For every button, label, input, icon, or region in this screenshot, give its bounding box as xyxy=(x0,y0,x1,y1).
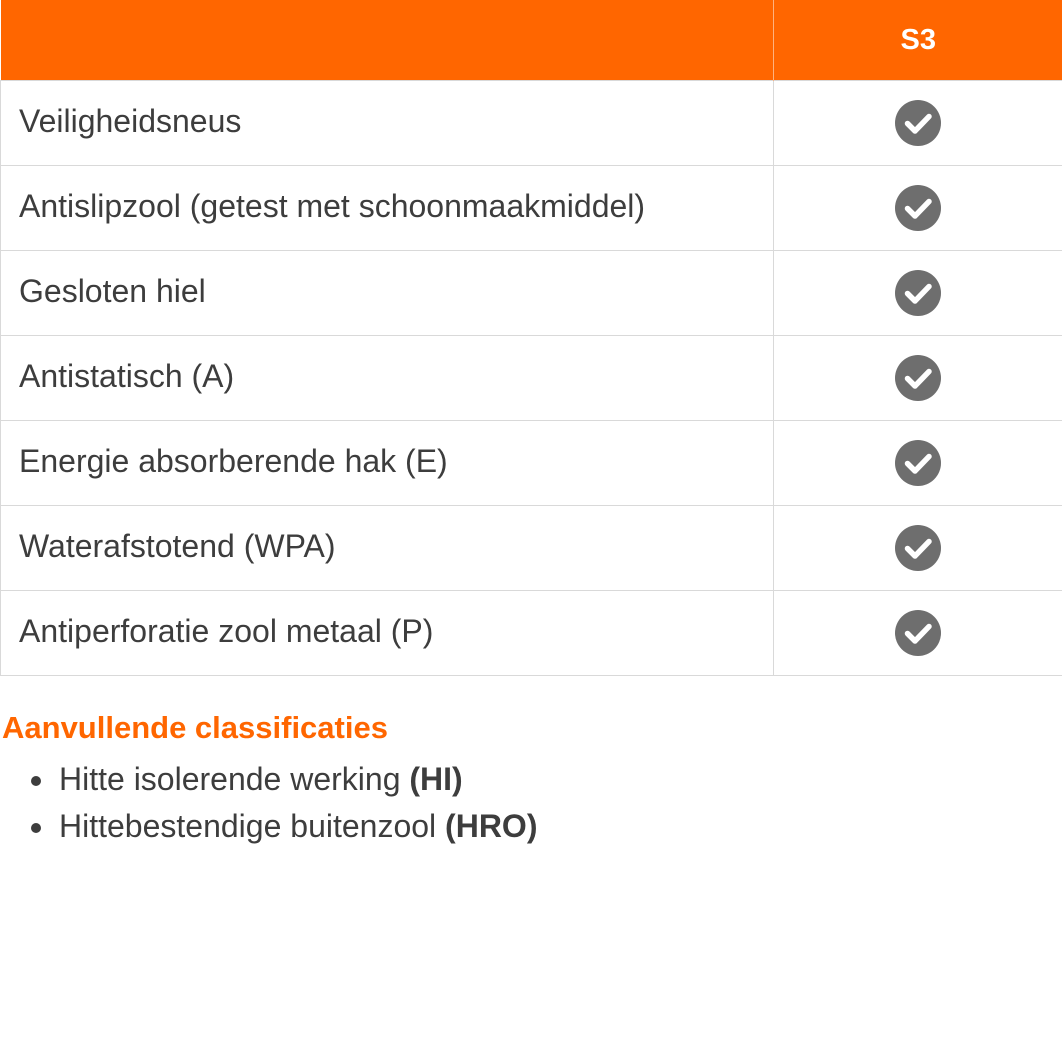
row-label: Antislipzool (getest met schoonmaakmiddel) xyxy=(1,166,774,251)
check-circle-icon xyxy=(895,100,941,146)
table-header-row xyxy=(1,0,1062,81)
list-item xyxy=(57,803,1062,850)
table-row xyxy=(1,591,1062,676)
table-row xyxy=(1,81,1062,166)
check-circle-icon xyxy=(895,185,941,231)
check-circle-icon xyxy=(895,270,941,316)
list-item-text: Hitte isolerende werking xyxy=(59,761,410,797)
check-circle-icon xyxy=(895,355,941,401)
row-value xyxy=(774,81,1062,166)
row-value xyxy=(774,166,1062,251)
row-value xyxy=(774,336,1062,421)
classification-list xyxy=(2,756,1062,850)
header-label-cell xyxy=(1,0,774,81)
additional-classifications xyxy=(0,710,1062,850)
table-row xyxy=(1,506,1062,591)
row-label: Gesloten hiel xyxy=(1,251,774,336)
list-item-code: (HI) xyxy=(409,761,463,797)
table-row xyxy=(1,166,1062,251)
table-row xyxy=(1,336,1062,421)
row-label: Waterafstotend (WPA) xyxy=(1,506,774,591)
check-circle-icon xyxy=(895,440,941,486)
row-value xyxy=(774,591,1062,676)
row-value xyxy=(774,506,1062,591)
section-title: Aanvullende classificaties xyxy=(2,710,388,745)
header-s3-cell: S3 xyxy=(774,0,1062,81)
check-circle-icon xyxy=(895,610,941,656)
row-label: Antistatisch (A) xyxy=(1,336,774,421)
table-row xyxy=(1,421,1062,506)
row-label: Veiligheidsneus xyxy=(1,81,774,166)
table-row xyxy=(1,251,1062,336)
list-item-text: Hittebestendige buitenzool xyxy=(59,808,446,844)
check-circle-icon xyxy=(895,525,941,571)
row-label: Antiperforatie zool metaal (P) xyxy=(1,591,774,676)
list-item xyxy=(57,756,1062,803)
list-item-code: (HRO) xyxy=(445,808,538,844)
row-value xyxy=(774,421,1062,506)
row-value xyxy=(774,251,1062,336)
row-label: Energie absorberende hak (E) xyxy=(1,421,774,506)
